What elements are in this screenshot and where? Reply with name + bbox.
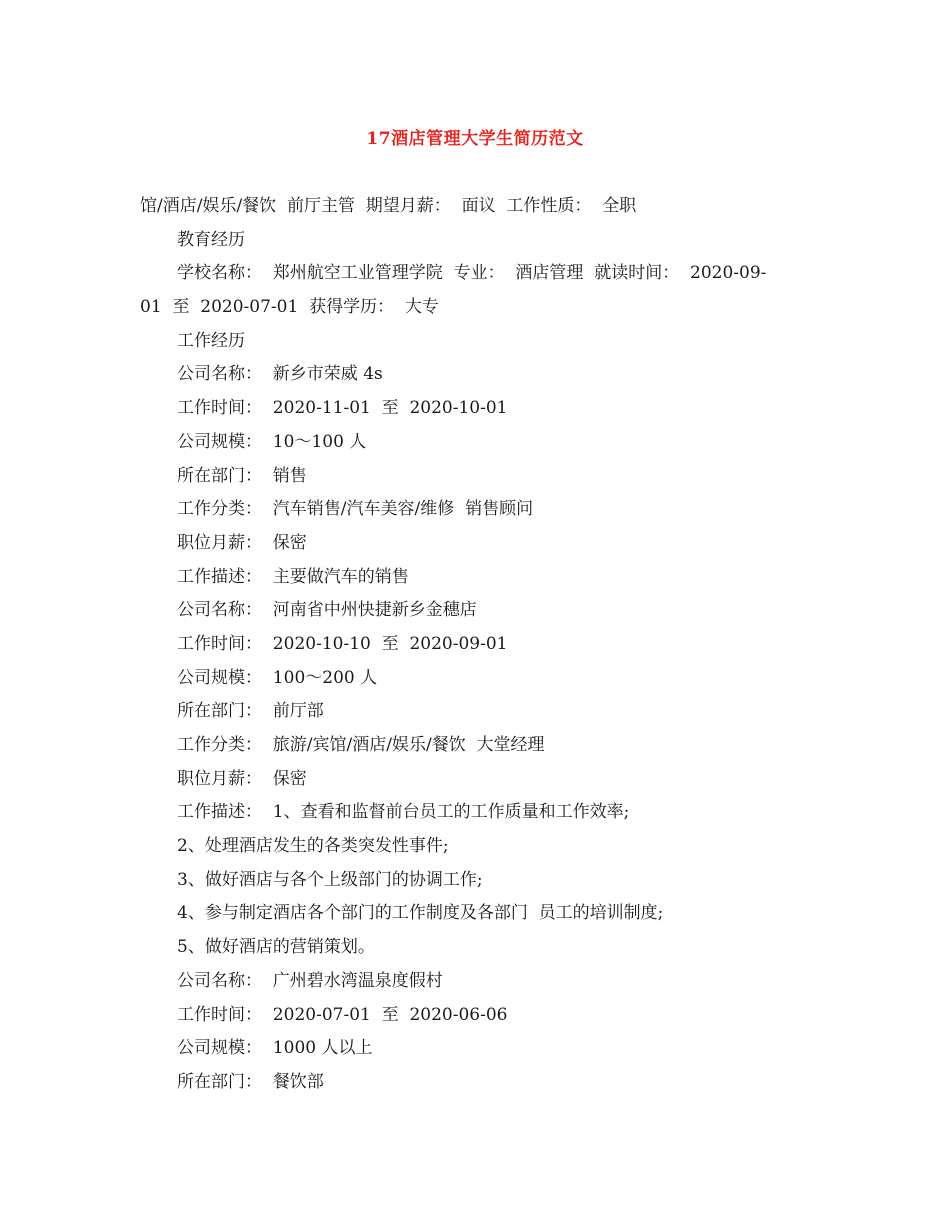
- education-line-continued: 01 至 2020-07-01 获得学历： 大专: [140, 297, 439, 318]
- job-intent-line: 馆/酒店/娱乐/餐饮 前厅主管 期望月薪： 面议 工作性质： 全职: [140, 196, 637, 216]
- job-2-period: 工作时间： 2020-10-10 至 2020-09-01: [177, 633, 508, 654]
- job-1-category: 工作分类： 汽车销售/汽车美容/维修 销售顾问: [177, 499, 534, 520]
- resume-body: [140, 190, 820, 1100]
- section-heading-education: 教育经历: [177, 229, 245, 250]
- job-2-department: 所在部门： 前厅部: [177, 701, 324, 722]
- job-2-duty-4: 4、参与制定酒店各个部门的工作制度及各部门 员工的培训制度;: [177, 903, 664, 924]
- job-2-salary: 职位月薪： 保密: [177, 768, 307, 789]
- job-3-period: 工作时间： 2020-07-01 至 2020-06-06: [177, 1004, 508, 1025]
- job-2-duty-3: 3、做好酒店与各个上级部门的协调工作;: [177, 869, 483, 890]
- education-line: 学校名称： 郑州航空工业管理学院 专业： 酒店管理 就读时间： 2020-09-: [177, 263, 767, 284]
- job-2-duty-5: 5、做好酒店的营销策划。: [177, 937, 375, 958]
- job-1-salary: 职位月薪： 保密: [177, 532, 307, 553]
- job-3-size: 公司规模： 1000 人以上: [177, 1038, 373, 1059]
- job-3-department: 所在部门： 餐饮部: [177, 1071, 324, 1092]
- job-2-size: 公司规模： 100～200 人: [177, 667, 378, 688]
- job-2-company: 公司名称： 河南省中州快捷新乡金穗店: [177, 600, 477, 621]
- job-2-duty-2: 2、处理酒店发生的各类突发性事件;: [177, 836, 449, 857]
- job-1-company: 公司名称： 新乡市荣威 4s: [177, 364, 383, 385]
- job-2-description: 工作描述： 1、查看和监督前台员工的工作质量和工作效率;: [177, 802, 630, 823]
- section-heading-work: 工作经历: [177, 330, 245, 351]
- job-3-company: 公司名称： 广州碧水湾温泉度假村: [177, 970, 443, 991]
- job-1-department: 所在部门： 销售: [177, 465, 307, 486]
- job-1-description: 工作描述： 主要做汽车的销售: [177, 566, 409, 587]
- job-1-period: 工作时间： 2020-11-01 至 2020-10-01: [177, 398, 508, 419]
- job-1-size: 公司规模： 10～100 人: [177, 431, 367, 452]
- document-title: 17酒店管理大学生简历范文: [366, 129, 584, 149]
- job-2-category: 工作分类： 旅游/宾馆/酒店/娱乐/餐饮 大堂经理: [177, 735, 545, 755]
